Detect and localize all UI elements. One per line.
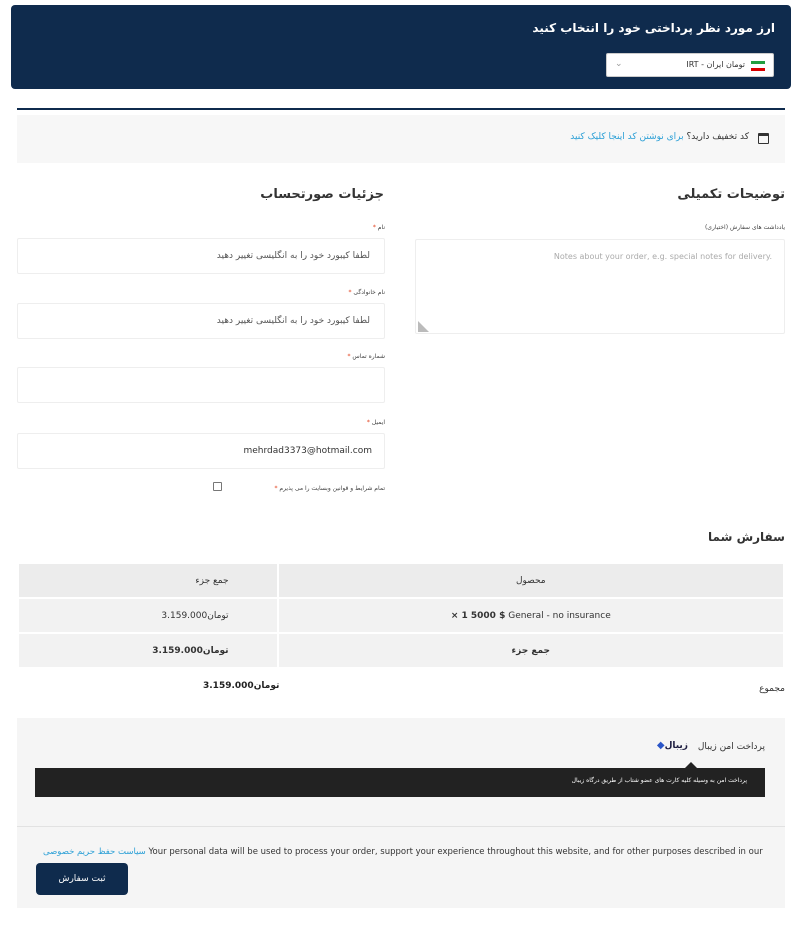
additional-info-title: توضیحات تکمیلی <box>677 187 785 202</box>
payment-section <box>17 718 785 908</box>
subtotal-label: جمع جزء <box>278 633 784 668</box>
billing-title: جزئیات صورتحساب <box>260 187 384 202</box>
calendar-icon <box>758 133 769 144</box>
total-value: تومان3.159.000 <box>203 681 280 691</box>
order-item-name: General - no insurance <box>508 610 611 621</box>
payment-description-box <box>35 768 765 797</box>
order-notes-placeholder: Notes about your order, e.g. special notes for delivery. <box>553 252 772 261</box>
zibal-logo-icon: ◆ <box>656 740 665 751</box>
resize-handle-icon[interactable] <box>418 321 429 332</box>
coupon-question: کد تخفیف دارید؟ <box>686 132 749 142</box>
order-title: سفارش شما <box>708 530 785 544</box>
coupon-link[interactable]: برای نوشتن کد اینجا کلیک کنید <box>570 132 684 142</box>
order-item-price: تومان3.159.000 <box>18 598 278 633</box>
chevron-down-icon: ⌄ <box>615 59 623 69</box>
phone-label: شماره تماس * <box>347 353 385 360</box>
currency-switcher-box <box>11 5 791 89</box>
first-name-label: نام * <box>372 224 385 231</box>
order-review-table <box>17 562 785 669</box>
subtotal-column-header: جمع جزء <box>18 563 278 598</box>
last-name-input[interactable] <box>17 303 385 339</box>
total-label: مجموع <box>759 684 785 694</box>
terms-checkbox[interactable] <box>213 482 222 491</box>
coupon-text <box>570 132 749 142</box>
terms-label: تمام شرایط و قوانین وبسایت را می پذیرم * <box>274 485 385 492</box>
product-column-header: محصول <box>278 563 784 598</box>
last-name-label: نام خانوادگی * <box>348 289 385 296</box>
last-name-placeholder: لطفا کیبورد خود را به انگلیسی تغییر دهید <box>216 316 370 326</box>
iran-flag-icon <box>751 61 765 71</box>
order-notes-textarea[interactable] <box>415 239 785 334</box>
table-row <box>18 598 784 633</box>
order-notes-label: یادداشت های سفارش (اختیاری) <box>704 224 785 231</box>
privacy-policy-link[interactable]: سیاست حفظ حریم خصوصی <box>43 847 146 857</box>
zibal-logo: زیبال◆ <box>656 740 688 751</box>
email-input[interactable] <box>17 433 385 469</box>
order-item-qty: × 1 5000 $ <box>450 610 506 621</box>
subtotal-value: تومان3.159.000 <box>18 633 278 668</box>
subtotal-row <box>18 633 784 668</box>
privacy-notice <box>43 847 763 857</box>
currency-title: ارز مورد نظر پرداختی خود را انتخاب کنید <box>532 21 775 35</box>
payment-description: پرداخت امن به وسیله کلیه کارت های عضو شتاب از طریق درگاه زیبال <box>571 777 747 784</box>
coupon-notice <box>17 115 785 163</box>
currency-select[interactable] <box>606 53 774 77</box>
currency-selected-value: تومان ایران - IRT <box>686 60 745 69</box>
payment-method-label: پرداخت امن زیبال <box>697 742 765 752</box>
place-order-button[interactable]: ثبت سفارش <box>36 863 128 895</box>
first-name-input[interactable] <box>17 238 385 274</box>
phone-input[interactable] <box>17 367 385 403</box>
order-item-cell <box>278 598 784 633</box>
email-label: ایمیل * <box>366 419 385 426</box>
payment-method-zibal[interactable] <box>698 742 765 752</box>
section-divider <box>17 108 785 110</box>
email-value: mehrdad3373@hotmail.com <box>243 446 372 456</box>
payment-divider <box>17 826 785 827</box>
first-name-placeholder: لطفا کیبورد خود را به انگلیسی تغییر دهید <box>216 251 370 261</box>
table-header-row <box>18 563 784 598</box>
privacy-text: Your personal data will be used to process your order, support your experience throughout this website, and for other purposes described in our <box>148 847 763 857</box>
